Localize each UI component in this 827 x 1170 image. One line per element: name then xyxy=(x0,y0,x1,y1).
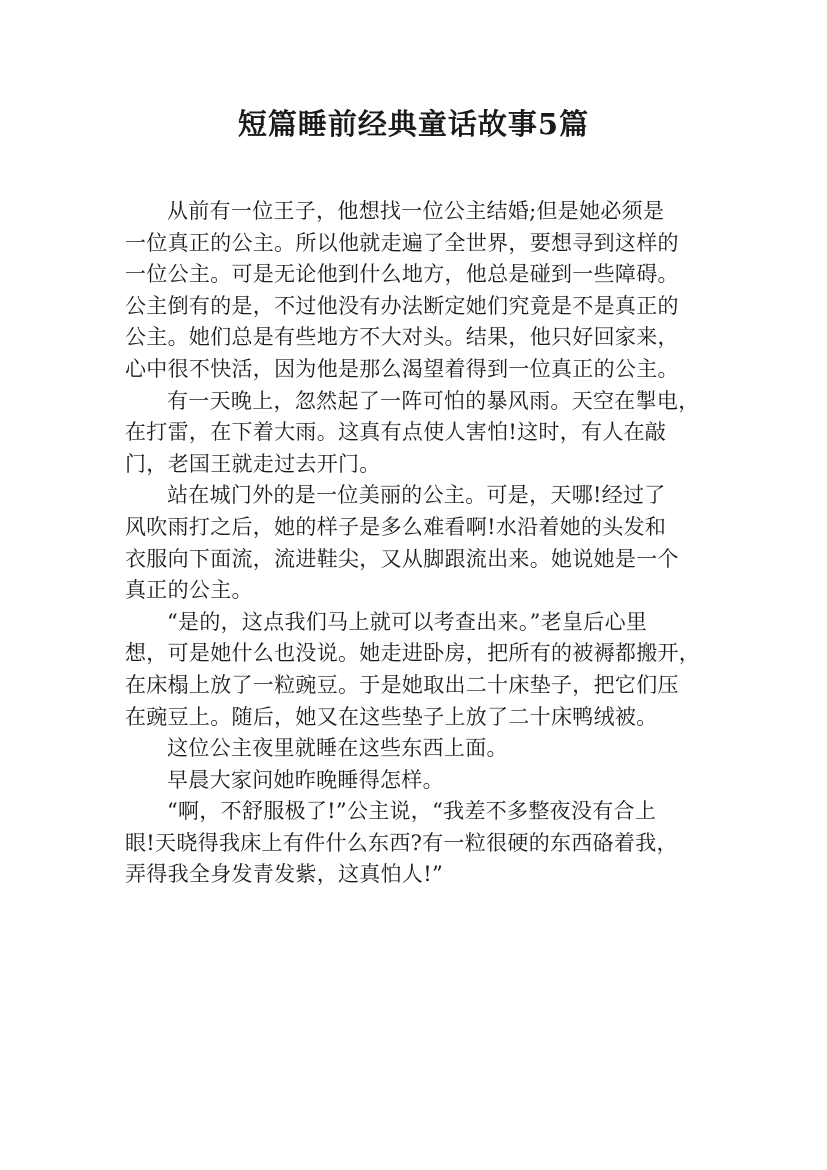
text-line: 公主倒有的是，不过他没有办法断定她们究竟是不是真正的 xyxy=(125,293,679,318)
story-body xyxy=(125,196,705,891)
page-title: 短篇睡前经典童话故事5篇 xyxy=(237,107,590,141)
text-line: 心中很不快活，因为他是那么渴望着得到一位真正的公主。 xyxy=(125,356,679,381)
text-line: 早晨大家问她昨晚睡得怎样。 xyxy=(167,767,444,792)
text-line: 在床榻上放了一粒豌豆。于是她取出二十床垫子，把它们压 xyxy=(125,672,679,697)
text-line: 弄得我全身发青发紫，这真怕人!” xyxy=(125,862,443,887)
text-line: 公主。她们总是有些地方不大对头。结果，他只好回家来， xyxy=(125,325,679,350)
text-line: 风吹雨打之后，她的样子是多么难看啊!水沿着她的头发和 xyxy=(125,514,667,539)
text-line: 眼!天晓得我床上有件什么东西?有一粒很硬的东西硌着我， xyxy=(125,830,678,855)
text-line: 从前有一位王子，他想找一位公主结婚;但是她必须是 xyxy=(167,199,665,223)
text-line: 在豌豆上。随后，她又在这些垫子上放了二十床鸭绒被。 xyxy=(125,704,658,729)
text-line: 这位公主夜里就睡在这些东西上面。 xyxy=(167,736,508,761)
text-line: 站在城门外的是一位美丽的公主。可是，天哪!经过了 xyxy=(167,483,666,508)
text-line: 有一天晚上，忽然起了一阵可怕的暴风雨。天空在掣电， xyxy=(167,388,700,413)
text-line: 门，老国王就走过去开门。 xyxy=(125,451,381,476)
text-line: 一位公主。可是无论他到什么地方，他总是碰到一些障碍。 xyxy=(125,262,679,287)
text-line: “啊，不舒服极了!”公主说，“我差不多整夜没有合上 xyxy=(167,799,657,824)
text-line: 想，可是她什么也没说。她走进卧房，把所有的被褥都搬开， xyxy=(125,641,701,666)
text-line: 一位真正的公主。所以他就走遍了全世界，要想寻到这样的 xyxy=(125,230,679,255)
text-line: 衣服向下面流，流进鞋尖，又从脚跟流出来。她说她是一个 xyxy=(125,546,679,571)
text-line: “是的，这点我们马上就可以考查出来。”老皇后心里 xyxy=(167,609,648,634)
text-line: 在打雷，在下着大雨。这真有点使人害怕!这时，有人在敲 xyxy=(125,420,667,445)
text-line: 真正的公主。 xyxy=(125,578,253,603)
